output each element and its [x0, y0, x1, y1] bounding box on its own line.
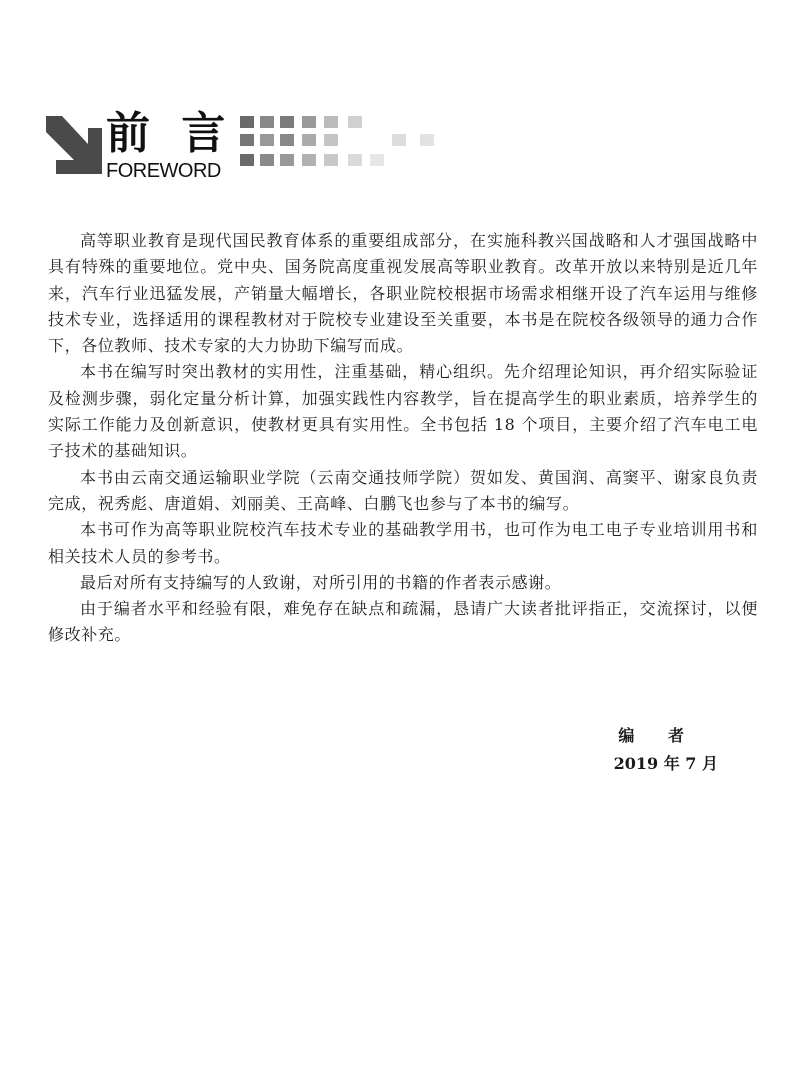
paragraph: 最后对所有支持编写的人致谢，对所引用的书籍的作者表示感谢。	[80, 572, 562, 592]
paragraph: 本书在编写时突出教材的实用性，注重基础，精心组织。先介绍理论知识，再介绍实际验证及检测步骤，弱化定量分析计算，加强实践性内容教学，旨在提高学生的职业素质，培养学生的实际工作能力及创新意识，使教材更具有实用性。全书包括 18 个项目，主要介绍了汽车电工电子技术的基础知识。	[48, 362, 758, 461]
signature-block	[614, 722, 718, 778]
foreword-header	[44, 108, 464, 188]
page-title: 前 言	[106, 108, 234, 159]
signature-date: 2019 年 7 月	[613, 754, 718, 773]
paragraph: 本书可作为高等职业院校汽车技术专业的基础教学用书，也可作为电工电子专业培训用书和相关技术人员的参考书。	[48, 520, 758, 566]
arrow-down-right-icon	[44, 114, 104, 176]
foreword-body	[48, 228, 758, 649]
signature-editor: 编 者	[618, 726, 698, 745]
page-subtitle: FOREWORD	[106, 160, 221, 182]
decorative-squares	[240, 116, 480, 182]
paragraph: 由于编者水平和经验有限，难免存在缺点和疏漏，恳请广大读者批评指正，交流探讨，以便修改补充。	[48, 599, 758, 645]
paragraph: 本书由云南交通运输职业学院（云南交通技师学院）贺如发、黄国润、高窦平、谢家良负责完成，祝秀彪、唐道娟、刘丽美、王高峰、白鹏飞也参与了本书的编写。	[48, 467, 758, 513]
paragraph: 高等职业教育是现代国民教育体系的重要组成部分，在实施科教兴国战略和人才强国战略中具有特殊的重要地位。党中央、国务院高度重视发展高等职业教育。改革开放以来特别是近几年来，汽车行业迅猛发展，产销量大幅增长，各职业院校根据市场需求相继开设了汽车运用与维修技术专业，选择适用的课程教材对于院校专业建设至关重要，本书是在院校各级领导的通力合作下，各位教师、技术专家的大力协助下编写而成。	[48, 231, 758, 356]
